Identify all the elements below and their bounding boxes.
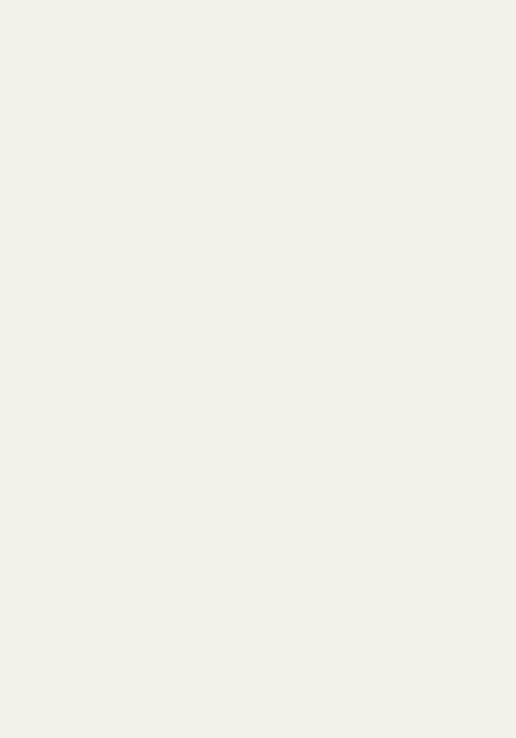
bottom-text-column (84, 358, 504, 688)
top-text-column (88, 30, 502, 348)
